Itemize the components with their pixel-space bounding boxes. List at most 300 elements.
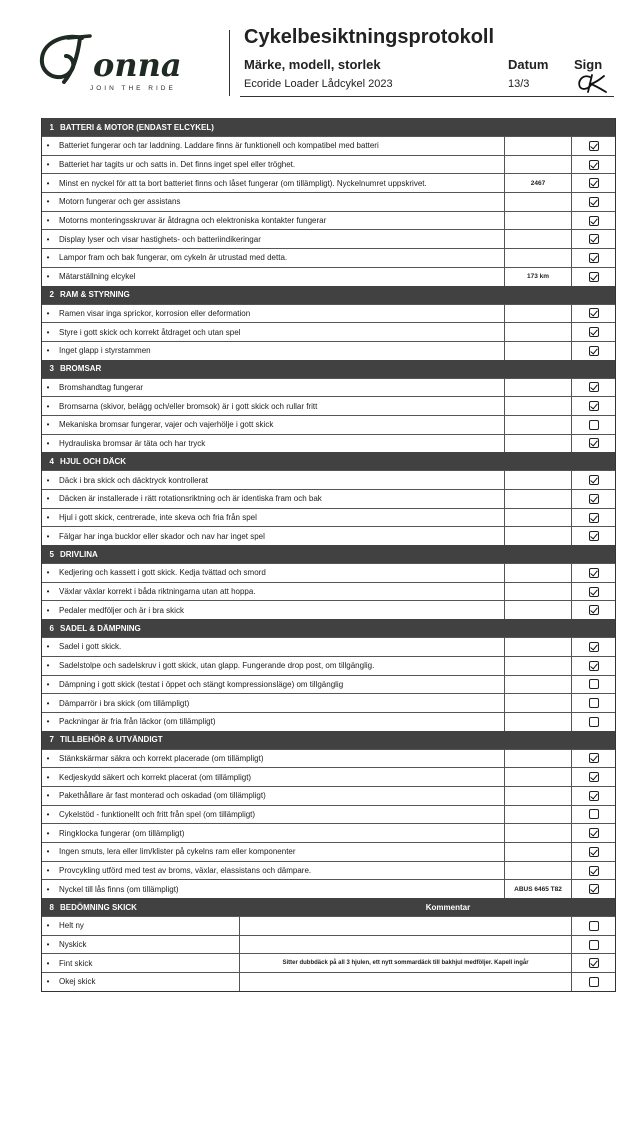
inspection-table [41,118,616,992]
item-text: Mätarställning elcykel [59,272,136,282]
section-number: 5 [49,549,54,559]
item-value [505,435,572,453]
checkbox[interactable] [589,438,599,448]
checkbox-cell [572,601,615,619]
section-title: HJUL OCH DÄCK [60,456,127,466]
item-value [505,638,572,656]
section-header [42,619,615,637]
checklist-row [42,192,615,211]
checkbox-cell [572,156,615,174]
item-text: Provcykling utförd med test av broms, växlar, elassistans och dämpare. [59,866,312,876]
section-header [42,452,615,470]
bullet: • [46,327,50,337]
checkbox[interactable] [589,327,599,337]
checkbox-cell [572,694,615,712]
checklist-row [42,786,615,805]
checkbox[interactable] [589,494,599,504]
jonna-logo [38,30,208,94]
checklist-row [42,693,615,712]
bullet: • [46,234,50,244]
assessment-row [42,972,615,991]
checkbox-cell [572,212,615,230]
item-value [505,824,572,842]
item-cell [42,806,505,824]
item-value [505,212,572,230]
checklist-row [42,526,615,545]
bullet: • [46,160,50,170]
item-cell [42,193,505,211]
item-cell [42,843,505,861]
item-text: Motorn fungerar och ger assistans [59,197,181,207]
checkbox-cell [572,435,615,453]
checklist-row [42,656,615,675]
item-text: Sadel i gott skick. [59,642,122,652]
item-cell [42,509,505,527]
item-value [505,471,572,489]
item-cell [42,137,505,155]
item-cell [42,880,505,898]
item-cell [42,638,505,656]
checklist-row [42,842,615,861]
item-text: Dämparrör i bra skick (om tillämpligt) [59,698,190,708]
item-text: Motorns monteringsskruvar är åtdragna och elektroniska kontakter fungerar [59,216,327,226]
item-value [505,583,572,601]
checkbox-cell [572,973,615,991]
checklist-row [42,173,615,192]
item-value [505,787,572,805]
checklist-row [42,489,615,508]
checkbox-cell [572,416,615,434]
item-value [505,230,572,248]
checklist-row [42,267,615,286]
checkbox-cell [572,397,615,415]
bullet: • [46,866,50,876]
bullet: • [46,141,50,151]
checkbox[interactable] [589,513,599,523]
item-value [505,768,572,786]
section-number: 6 [49,623,54,633]
bullet: • [46,438,50,448]
assessment-row [42,953,615,972]
checkbox-cell [572,305,615,323]
date-label: Datum [508,57,549,72]
item-cell [42,657,505,675]
checkbox[interactable] [589,253,599,263]
item-cell [42,249,505,267]
item-value [505,806,572,824]
checklist-row [42,155,615,174]
checklist-row [42,861,615,880]
checkbox[interactable] [589,958,599,968]
checklist-row [42,879,615,898]
bullet: • [46,940,50,950]
item-text: Cykelstöd - funktionellt och fritt från spel (om tillämpligt) [59,809,256,819]
item-text: Pedaler medföljer och är i bra skick [59,605,184,615]
checkbox[interactable] [589,141,599,151]
checkbox[interactable] [589,809,599,819]
item-text: Nyskick [59,940,87,950]
checkbox-cell [572,471,615,489]
checkbox-cell [572,564,615,582]
checkbox-cell [572,862,615,880]
checkbox-cell [572,249,615,267]
bullet: • [46,494,50,504]
logo-tagline: JOIN THE RIDE [90,85,176,92]
bullet: • [46,605,50,615]
item-cell [42,379,505,397]
checkbox[interactable] [589,679,599,689]
checkbox-cell [572,750,615,768]
checklist-row [42,248,615,267]
item-cell [42,212,505,230]
comment-cell [240,973,572,991]
item-text: Ramen visar inga sprickor, korrosion eller deformation [59,308,251,318]
model-label: Märke, modell, storlek [244,57,381,72]
bullet: • [46,587,50,597]
item-cell [42,973,240,991]
checkbox-cell [572,583,615,601]
checkbox[interactable] [589,921,599,931]
item-value [505,249,572,267]
checkbox[interactable] [589,884,599,894]
bullet: • [46,253,50,263]
header-underline [240,96,614,97]
checkbox-cell [572,768,615,786]
section-number: 2 [49,290,54,299]
checkbox[interactable] [589,605,599,615]
item-cell [42,416,505,434]
bullet: • [46,513,50,523]
checkbox[interactable] [589,160,599,170]
section-title: TILLBEHÖR & UTVÄNDIGT [60,735,163,745]
item-value [505,323,572,341]
section-title: DRIVLINA [60,549,98,559]
item-text: Batteriet har tagits ur och satts in. Det finns inget spel eller tröghet. [59,160,296,170]
checkbox[interactable] [589,661,599,671]
bullet: • [46,531,50,541]
item-cell [42,936,240,954]
item-cell [42,787,505,805]
section-header [42,898,615,916]
checkbox[interactable] [589,531,599,541]
model-value: Ecoride Loader Lådcykel 2023 [244,78,393,90]
item-cell [42,824,505,842]
checkbox[interactable] [589,940,599,950]
section-title: BEDÖMNING SKICK [60,902,137,912]
checkbox-cell [572,936,615,954]
checkbox-cell [572,824,615,842]
checkbox-cell [572,342,615,360]
checkbox[interactable] [589,234,599,244]
item-cell [42,583,505,601]
item-value [505,137,572,155]
item-text: Kedjering och kassett i gott skick. Kedja tvättad och smord [59,568,266,578]
checkbox[interactable] [589,216,599,226]
item-text: Nyckel till lås finns (om tillämpligt) [59,884,179,894]
item-text: Bromsarna (skivor, belägg och/eller bromsok) är i gott skick och rullar fritt [59,401,318,411]
section-title: BATTERI & MOTOR (ENDAST ELCYKEL) [60,122,214,132]
item-text: Fälgar har inga bucklor eller skador och nav har inget spel [59,531,265,541]
bullet: • [46,382,50,392]
item-text: Minst en nyckel för att ta bort batteriet finns och låset fungerar (om tillämpligt). Nyckelnumret uppskrivet. [59,178,427,188]
section-header [42,118,615,136]
comment-cell [240,917,572,935]
item-text: Ingen smuts, lera eller lim/klister på cykelns ram eller komponenter [59,847,296,857]
date-value: 13/3 [508,78,530,90]
checkbox[interactable] [589,568,599,578]
checkbox[interactable] [589,753,599,763]
item-text: Styre i gott skick och korrekt åtdraget och utan spel [59,327,241,337]
bullet: • [46,642,50,652]
section-number: 4 [49,456,54,466]
comment-cell [240,936,572,954]
checklist-row [42,600,615,619]
item-value [505,564,572,582]
svg-text:onna: onna [93,46,182,84]
bullet: • [46,568,50,578]
checklist-row [42,712,615,731]
bullet: • [46,346,50,356]
checkbox[interactable] [589,420,599,430]
checklist-row [42,582,615,601]
checklist-row [42,470,615,489]
item-cell [42,471,505,489]
checklist-row [42,767,615,786]
checklist-row [42,136,615,155]
assessment-row [42,916,615,935]
checkbox-cell [572,880,615,898]
page-title: Cykelbesiktningsprotokoll [244,26,495,48]
item-value [505,694,572,712]
checkbox-cell [572,527,615,545]
checkbox[interactable] [589,642,599,652]
checkbox[interactable] [589,401,599,411]
item-text: Sadelstolpe och sadelskruv i gott skick, utan glapp. Fungerande drop post, om tillgänglig. [59,661,375,671]
item-value [505,509,572,527]
section-number: 3 [49,364,54,374]
checkbox-cell [572,137,615,155]
bullet: • [46,197,50,207]
assessment-row [42,935,615,954]
bullet: • [46,717,50,727]
bullet: • [46,977,50,987]
item-text: Ringklocka fungerar (om tillämpligt) [59,828,185,838]
item-cell [42,397,505,415]
bullet: • [46,698,50,708]
item-value [505,527,572,545]
checklist-row [42,749,615,768]
checkbox-cell [572,806,615,824]
checkbox-cell [572,174,615,192]
item-value [505,750,572,768]
item-text: Helt ny [59,921,84,931]
checkbox-cell [572,676,615,694]
item-cell [42,750,505,768]
item-cell [42,954,240,972]
item-cell [42,862,505,880]
checklist-row [42,508,615,527]
item-value [505,379,572,397]
item-cell [42,305,505,323]
item-text: Hjul i gott skick, centrerade, inte skeva och fria från spel [59,513,257,523]
checklist-row [42,434,615,453]
item-value [505,490,572,508]
sign-label: Sign [574,57,603,72]
checklist-row [42,229,615,248]
section-header [42,360,615,378]
item-cell [42,230,505,248]
signature [576,72,608,94]
bullet: • [46,772,50,782]
checkbox[interactable] [589,866,599,876]
item-cell [42,490,505,508]
checkbox-cell [572,638,615,656]
item-value [505,676,572,694]
checkbox[interactable] [589,382,599,392]
checklist-row [42,823,615,842]
checkbox[interactable] [589,828,599,838]
section-title: SADEL & DÄMPNING [60,623,141,633]
checkbox-cell [572,917,615,935]
section-number: 8 [49,902,54,912]
bullet: • [46,847,50,857]
item-value [505,601,572,619]
item-value [505,657,572,675]
section-number: 7 [49,735,54,745]
checkbox[interactable] [589,346,599,356]
checklist-row [42,415,615,434]
checkbox-cell [572,323,615,341]
item-text: Däck i bra skick och däcktryck kontrollerat [59,475,208,485]
checklist-row [42,563,615,582]
checklist-row [42,637,615,656]
item-text: Lampor fram och bak fungerar, om cykeln är utrustad med detta. [59,253,288,263]
bullet: • [46,809,50,819]
item-cell [42,768,505,786]
checkbox-cell [572,843,615,861]
checkbox-cell [572,954,615,972]
checkbox[interactable] [589,847,599,857]
item-cell [42,156,505,174]
checkbox[interactable] [589,791,599,801]
bullet: • [46,272,50,282]
item-cell [42,694,505,712]
checkbox[interactable] [589,698,599,708]
section-number: 1 [49,122,54,132]
item-text: Packningar är fria från läckor (om tillämpligt) [59,717,216,727]
checkbox[interactable] [589,772,599,782]
item-cell [42,601,505,619]
item-cell [42,564,505,582]
bullet: • [46,178,50,188]
bullet: • [46,308,50,318]
checkbox[interactable] [589,475,599,485]
checklist-row [42,341,615,360]
item-text: Pakethållare är fast monterad och oskadad (om tillämpligt) [59,791,266,801]
section-title: BROMSAR [60,364,102,374]
item-cell [42,174,505,192]
item-text: Kedjeskydd säkert och korrekt placerat (om tillämpligt) [59,772,252,782]
item-text: Batteriet fungerar och tar laddning. Laddare finns är funktionell och kompatibel med batteri [59,141,379,151]
item-cell [42,527,505,545]
bullet: • [46,753,50,763]
item-value: 173 km [505,268,572,286]
checkbox[interactable] [589,197,599,207]
comment-cell: Sitter dubbdäck på all 3 hjulen, ett nytt sommardäck till bakhjul medföljer. Kapell ingår [240,954,572,972]
section-header [42,286,615,304]
bullet: • [46,921,50,931]
item-text: Fint skick [59,958,93,968]
item-cell [42,342,505,360]
item-text: Däcken är installerade i rätt rotationsriktning och är identiska fram och bak [59,494,322,504]
checkbox-cell [572,379,615,397]
checkbox-cell [572,787,615,805]
bullet: • [46,958,50,968]
checkbox-cell [572,509,615,527]
item-text: Mekaniska bromsar fungerar, vajer och vajerhölje i gott skick [59,420,274,430]
checklist-row [42,805,615,824]
bullet: • [46,661,50,671]
item-cell [42,435,505,453]
checklist-row [42,304,615,323]
item-value [505,397,572,415]
checklist-row [42,378,615,397]
checkbox[interactable] [589,587,599,597]
item-value [505,305,572,323]
item-cell [42,713,505,731]
item-text: Stänkskärmar säkra och korrekt placerade (om tillämpligt) [59,753,264,763]
item-cell [42,917,240,935]
bullet: • [46,791,50,801]
checkbox[interactable] [589,717,599,727]
checkbox-cell [572,657,615,675]
bullet: • [46,475,50,485]
section-header [42,545,615,563]
checkbox[interactable] [589,977,599,987]
section-title: RAM & STYRNING [60,290,130,299]
item-text: Inget glapp i styrstammen [59,346,151,356]
header-divider [229,30,230,96]
checkbox[interactable] [589,308,599,318]
checkbox-cell [572,193,615,211]
item-value [505,416,572,434]
item-value [505,713,572,731]
bullet: • [46,884,50,894]
checkbox-cell [572,230,615,248]
checklist-row [42,675,615,694]
checkbox[interactable] [589,178,599,188]
bullet: • [46,401,50,411]
checkbox[interactable] [589,272,599,282]
item-value [505,843,572,861]
bullet: • [46,216,50,226]
bullet: • [46,828,50,838]
item-cell [42,268,505,286]
checkbox-cell [572,713,615,731]
item-text: Dämpning i gott skick (testat i öppet och stängt kompressionsläge) om tillgänglig [59,679,344,689]
checkbox-cell [572,268,615,286]
item-text: Okej skick [59,977,96,987]
item-text: Hydrauliska bromsar är täta och har tryck [59,438,206,448]
checkbox-cell [572,490,615,508]
bullet: • [46,679,50,689]
section-header [42,731,615,749]
item-value [505,156,572,174]
item-text: Display lyser och visar hastighets- och batteriindikeringar [59,234,261,244]
item-value [505,862,572,880]
item-value: ABUS 6465 T82 [505,880,572,898]
item-text: Bromshandtag fungerar [59,382,144,392]
